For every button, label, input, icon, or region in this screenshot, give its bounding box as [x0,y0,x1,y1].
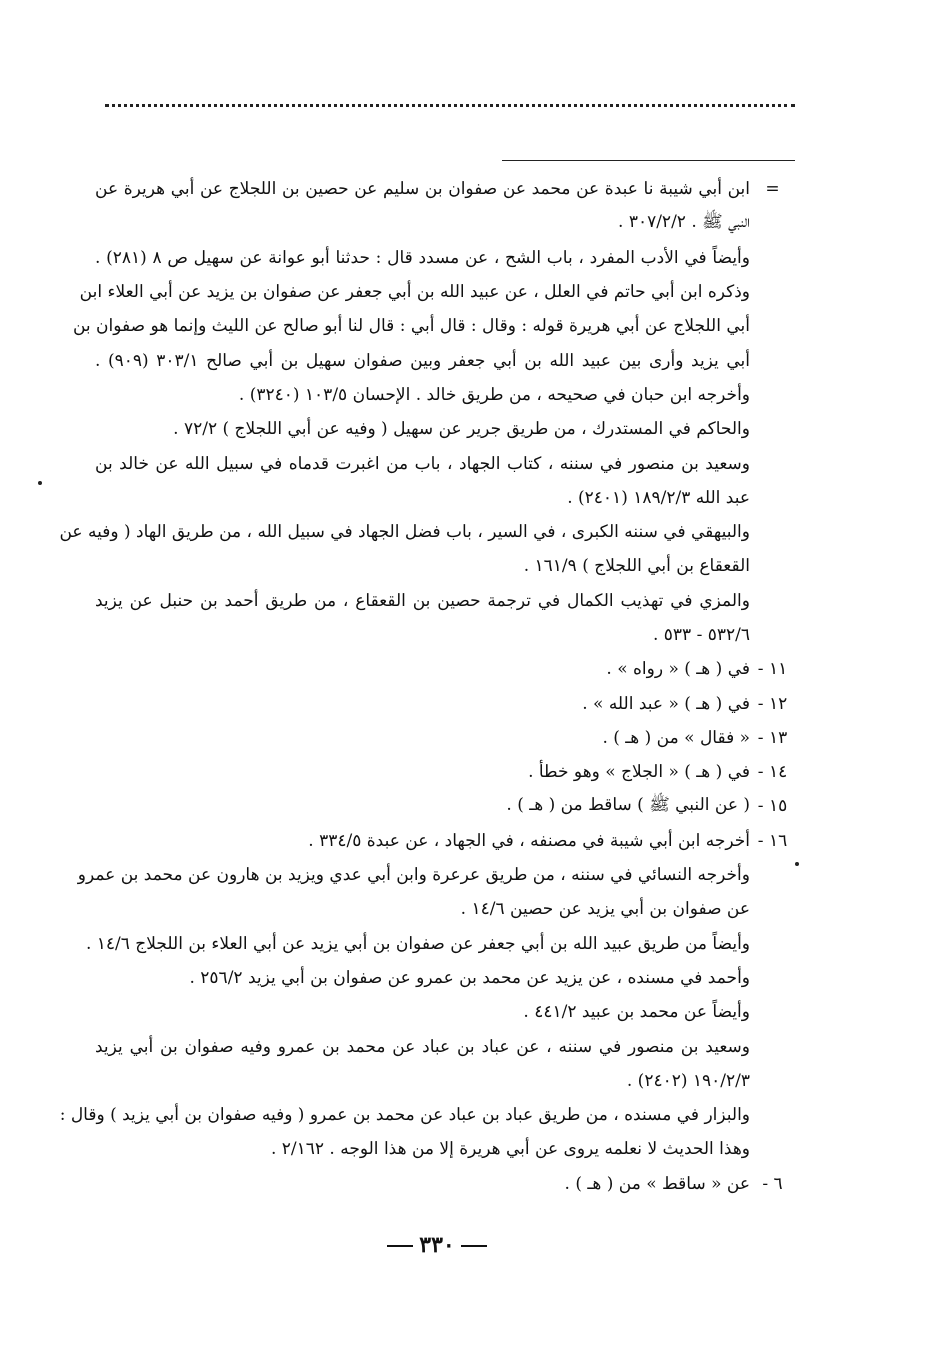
text-line [77,858,795,892]
line-text: ابن أبي شيبة نا عبدة عن محمد عن صفوان بن سليم عن حصين بن اللجلاج عن أبي هريرة عن [95,179,750,200]
line-text: وأخرجه ابن حبان في صحيحه ، من طريق خالد . الإحسان ١٠٣/٥ (٣٢٤٠) . [238,384,750,405]
footnote-marker: ٦ - [762,1173,783,1194]
footnote-marker: ١٣ - [757,727,788,748]
footnotes-body [59,172,795,1201]
line-text: وسعيد بن منصور في سننه ، كتاب الجهاد ، باب من اغبرت قدماه في سبيل الله عن خالد بن [95,453,750,474]
dotted-separator [105,104,795,123]
line-text: والحاكم في المستدرك ، من طريق جرير عن سهيل ( وفيه عن أبي اللجلاج ) ٧٢/٢ . [173,419,750,440]
line-text: أبي اللجلاج عن أبي هريرة قوله : وقال : قال أبي : قال لنا أبو صالح عن الليث وإنما هو صفوان بن [72,316,750,337]
line-text: القعقاع بن أبي اللجلاج ) ١٦١/٩ . [523,556,750,577]
footnote-marker: ١٤ - [757,762,788,783]
text-line [95,1132,795,1166]
scan-speck [795,862,799,866]
line-text: أخرجه ابن أبي شيبة في مصنفه ، في الجهاد ، عن عبدة ٣٣٤/٥ . [308,830,750,851]
line-text: في ( هـ ) « الجلاج » وهو خطأ . [528,762,750,783]
text-line [95,549,795,583]
line-text: عن « ساقط » من ( هـ ) . [564,1173,750,1194]
line-text: وأيضاً عن محمد بن عبيد ٤٤١/٢ . [523,1002,750,1023]
text-line [95,412,795,446]
text-line [95,618,795,652]
text-line [95,584,795,618]
text-line [95,892,795,926]
text-line [95,481,795,515]
line-text: ٥٣٢/٦ - ٥٣٣ . [652,625,750,645]
footnote-marker: = [765,179,780,200]
text-line [95,446,795,480]
line-text: والبيهقي في سننه الكبرى ، في السير ، باب فضل الجهاد في سبيل الله ، من طريق الهاد ( وفيه عن [59,522,750,543]
line-text: وأحمد في مسنده ، عن يزيد عن محمد بن عمرو عن صفوان بن أبي يزيد ٢٥٦/٢ . [189,967,750,988]
footnote-rule [502,160,795,161]
text-line [95,343,795,377]
footnote-marker: ١١ - [757,659,788,680]
line-text: النبي ﷺ . ٣٠٧/٢/٢ . [618,211,750,232]
line-text: والبزار في مسنده ، من طريق عباد بن عباد عن محمد بن عمرو ( وفيه صفوان بن أبي يزيد ) وقال : [59,1105,750,1126]
line-text: وهذا الحديث لا نعلمه يروى عن أبي هريرة إلا من هذا الوجه . ٢/١٦٢ . [270,1139,750,1160]
line-text: في ( هـ ) « عبد الله » . [582,693,750,714]
text-line [95,755,795,789]
text-line [95,721,795,755]
page-number-dash-left [387,1245,413,1247]
line-text: وسعيد بن منصور في سننه ، عن عباد بن عباد عن محمد بن عمرو وفيه صفوان بن أبي يزيد [95,1036,750,1057]
footnote-marker: ١٢ - [757,693,788,714]
line-text: في ( هـ ) « رواه » . [606,659,750,680]
page-number [372,1232,502,1258]
footnote-marker: ١٥ - [757,796,788,817]
text-line [95,824,795,858]
footnote-marker: ١٦ - [757,830,788,851]
page-number-value: ٣٣٠ [419,1232,455,1258]
text-line [95,172,795,206]
line-text: والمزي في تهذيب الكمال في ترجمة حصين بن القعقاع ، من طريق أحمد بن حنبل عن يزيد [95,590,750,611]
text-line [95,789,795,823]
line-text: وأخرجه النسائي في سننه ، من طريق عرعرة وابن أبي عدي ويزيد بن هارون عن محمد بن عمرو [77,865,750,886]
text-line [95,1167,795,1201]
line-text: وأيضاً من طريق عبيد الله بن أبي جعفر عن صفوان بن أبي يزيد عن أبي العلاء بن اللجلاج ١٤/٦ . [85,933,750,954]
line-text: ( عن النبي ﷺ ) ساقط من ( هـ ) . [506,794,750,815]
text-line [95,1064,795,1098]
scan-speck [38,481,42,485]
text-line [95,652,795,686]
line-text: « فقال » من ( هـ ) . [602,727,750,748]
text-line [95,1029,795,1063]
text-line [95,686,795,720]
text-line [59,1098,795,1132]
line-text: ١٩٠/٢/٣ (٢٤٠٢) . [626,1070,750,1091]
line-text: أبي يزيد وأرى بين عبيد الله بن أبي جعفر وبين صفوان سهيل بن أبي صالح ٣٠٣/١ (٩٠٩) . [95,350,750,371]
line-text: عن صفوان بن أبي يزيد عن حصين ١٤/٦ . [460,899,750,920]
text-line [85,927,795,961]
text-line [59,515,795,549]
text-line [95,241,795,275]
page-number-dash-right [461,1245,487,1247]
line-text: وأيضاً في الأدب المفرد ، باب الشح ، عن مسدد قال : حدثنا أبو عوانة عن سهيل ص ٨ (٢٨١) . [95,247,750,268]
text-line [95,961,795,995]
text-line [72,309,795,343]
line-text: وذكره ابن أبي حاتم في العلل ، عن عبيد الله بن أبي جعفر عن صفوان بن يزيد عن أبي العلاء ابن [79,282,750,303]
line-text: عبد الله ١٨٩/٢/٣ (٢٤٠١) . [567,487,750,508]
text-line [95,995,795,1029]
text-line [95,378,795,412]
text-line [95,206,795,240]
text-line [79,275,795,309]
